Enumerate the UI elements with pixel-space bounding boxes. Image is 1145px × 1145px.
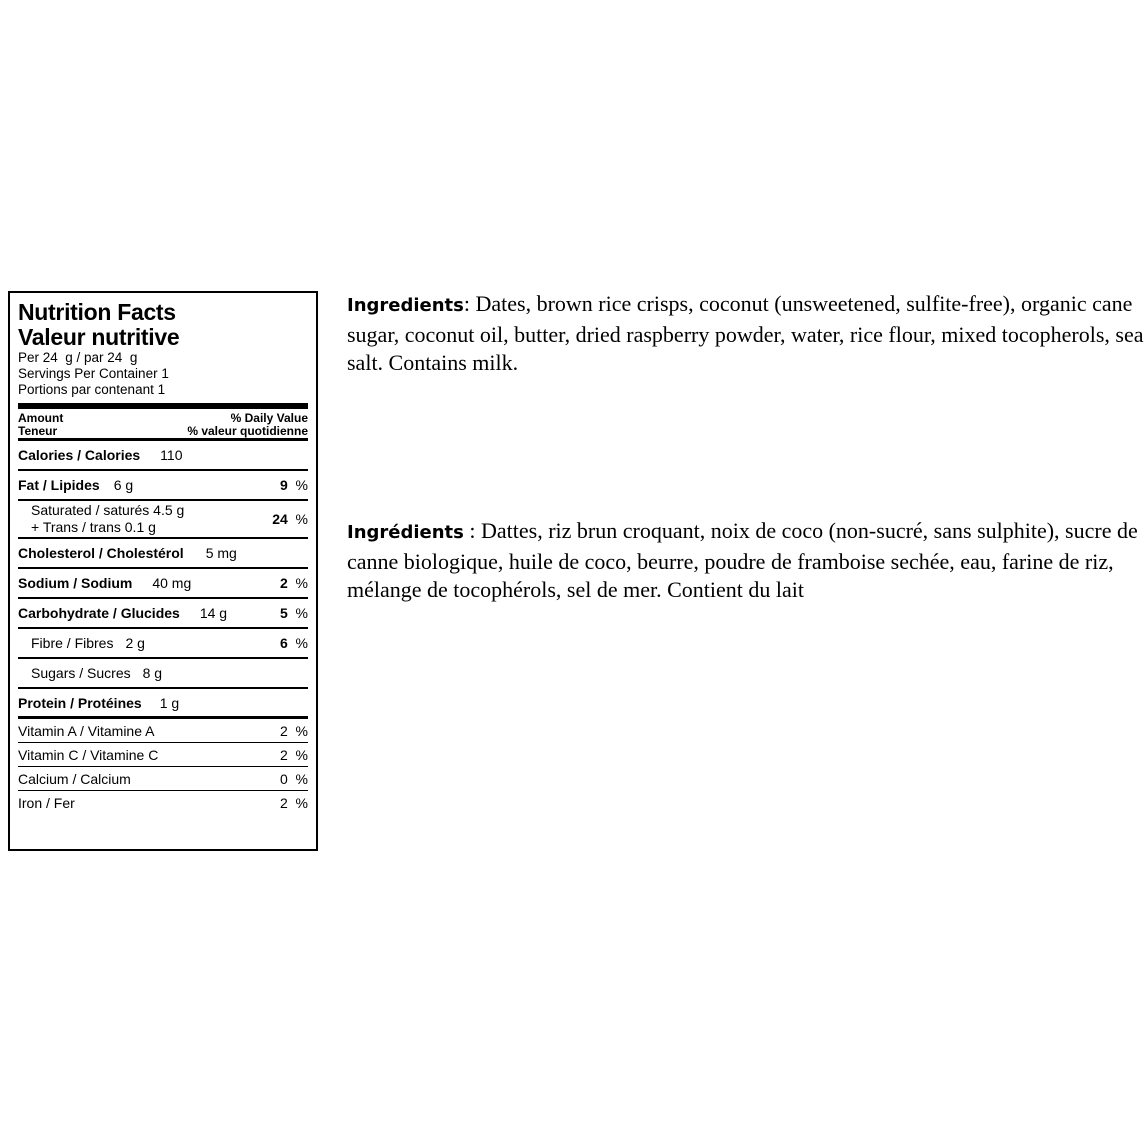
fat-label: Fat / Lipides	[18, 477, 100, 493]
vitamin-row	[18, 791, 308, 815]
ingredients-en-text: : Dates, brown rice crisps, coconut (unsweetened, sulfite-free), organic cane sugar, coconut oil, butter, dried raspberry powder, water, rice flour, mixed tocopherols, sea salt. Contains milk.	[347, 291, 1144, 375]
protein-row	[18, 689, 308, 719]
sodium-row	[18, 569, 308, 599]
saturated-label: Saturated / saturés 4.5 g	[31, 502, 185, 518]
sodium-pct: 2	[279, 575, 288, 591]
protein-value: 1 g	[159, 694, 180, 711]
ingredients-en-heading: Ingredients	[347, 295, 464, 316]
vitamin-row	[18, 767, 308, 791]
daily-value-en: % Daily Value	[230, 411, 308, 425]
sodium-value: 40 mg	[152, 575, 192, 591]
cholesterol-label: Cholesterol / Cholestérol	[18, 545, 184, 561]
vitamin-pct: 0 %	[279, 770, 308, 787]
sugars-value: 8 g	[142, 665, 163, 681]
sugars-row	[18, 659, 308, 689]
calories-value: 110	[160, 447, 183, 463]
vitamin-row	[18, 743, 308, 767]
vitamin-pct: 2 %	[279, 722, 308, 739]
sugars-label: Sugars / Sucres	[31, 665, 131, 681]
amount-fr: Teneur	[18, 424, 58, 438]
fibre-row	[18, 629, 308, 659]
saturated-pct-unit: %	[295, 511, 308, 527]
calories-row	[18, 441, 308, 471]
nutrition-title-fr: Valeur nutritive	[18, 324, 180, 350]
fat-pct-unit: %	[295, 477, 308, 493]
fibre-pct-unit: %	[295, 635, 308, 651]
saturated-pct: 24	[272, 511, 288, 527]
vitamin-pct: 2 %	[279, 795, 308, 811]
servings-fr: Portions par contenant 1	[18, 382, 166, 397]
nutrition-facts-panel	[8, 291, 318, 851]
carbohydrate-row	[18, 599, 308, 629]
cholesterol-row	[18, 539, 308, 569]
vitamin-label: Calcium / Calcium	[18, 770, 131, 787]
saturated-row	[18, 501, 308, 539]
fat-row	[18, 471, 308, 501]
trans-label: + Trans / trans 0.1 g	[31, 519, 156, 535]
daily-value-fr: % valeur quotidienne	[187, 424, 308, 438]
ingredients-fr-text: : Dattes, riz brun croquant, noix de coco (non-sucré, sans sulphite), sucre de canne biologique, huile de coco, beurre, poudre de framboise sechée, eau, farine de riz, mélange de tocophérols, sel de mer. Contient du lait	[347, 518, 1138, 602]
carbohydrate-pct: 5	[279, 605, 288, 621]
fibre-value: 2 g	[125, 635, 145, 651]
vitamin-label: Iron / Fer	[18, 795, 75, 811]
nutrition-title-en: Nutrition Facts	[18, 299, 176, 325]
vitamin-label: Vitamin C / Vitamine C	[18, 746, 159, 763]
sodium-label: Sodium / Sodium	[18, 575, 133, 591]
sodium-pct-unit: %	[295, 575, 308, 591]
vitamin-row	[18, 719, 308, 743]
amount-header	[18, 409, 308, 441]
fibre-label: Fibre / Fibres	[31, 635, 114, 651]
carbohydrate-label: Carbohydrate / Glucides	[18, 605, 180, 621]
ingredients-fr	[347, 517, 1145, 605]
ingredients-en	[347, 290, 1145, 378]
servings-en: Servings Per Container 1	[18, 366, 169, 381]
fat-pct: 9	[279, 477, 288, 493]
amount-en: Amount	[18, 411, 64, 425]
cholesterol-value: 5 mg	[205, 545, 237, 561]
carbohydrate-value: 14 g	[199, 605, 228, 621]
vitamin-label: Vitamin A / Vitamine A	[18, 722, 155, 739]
fat-value: 6 g	[113, 477, 134, 493]
carbohydrate-pct-unit: %	[295, 605, 308, 621]
protein-label: Protein / Protéines	[18, 694, 142, 711]
calories-label: Calories / Calories	[18, 447, 141, 463]
fibre-pct: 6	[279, 635, 288, 651]
serving-size: Per 24 g / par 24 g	[18, 350, 138, 365]
vitamin-pct: 2 %	[279, 746, 308, 763]
ingredients-fr-heading: Ingrédients	[347, 522, 464, 543]
